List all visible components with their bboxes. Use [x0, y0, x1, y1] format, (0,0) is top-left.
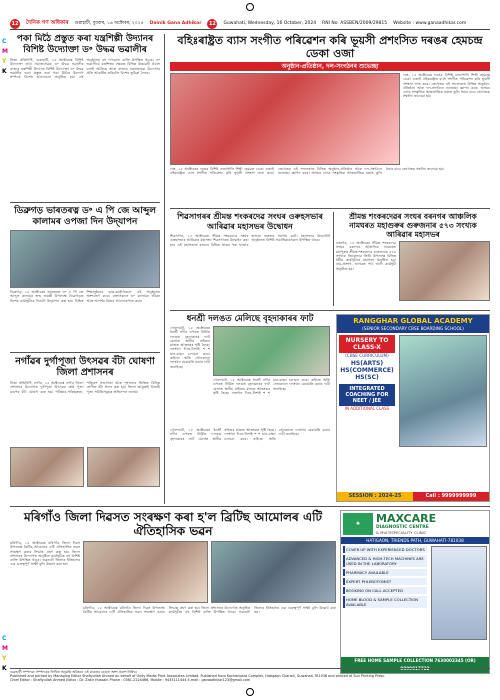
maxcare-logo: ✚: [343, 513, 373, 535]
article-1-body: নিজা প্ৰতিনিধি, গুৱাহাটী, ১৫ অক্টোবৰঃ বিশিষ্ট উদ্যোক্তা তথা সমাজসেৱক ড॰ উদ্ধৱ ভৱালীৰ ৰাজ্যৰ যন্ত্ৰশিল্পী উদ্যানৰ বিশিষ্ট উদ্যোক্তা ড॰ উদ্ধৱ ভৱালীৰ দ্বাৰা প্ৰস্তুত কৰা পকা মিঠৈৰ উদ্যোগ সম্পৰ্কে বিশেষ আলোচনা অনুষ্ঠিত হয়। এই অনুষ্ঠানত বহু গণ্যমান্য ব্যক্তি উপস্থিত থাকে। ড॰ ভৱালীয়ে যন্ত্ৰশিল্পৰ ক্ষেত্ৰত বিভিন্ন উদ্ভাৱনী প্ৰয়াস চলাই আহিছে আৰু ৰাজ্যৰ নৱপ্ৰজন্মক উদ্যোগৰ প্ৰতি আকৰ্ষিত কৰিবলৈ বিশেষ ভূমিকা লৈছে।: [10, 58, 160, 80]
column-divider: [333, 212, 334, 306]
feature-item: PHARMACY AVAILABLE: [343, 569, 427, 576]
article-8-body-left: মৰিগাঁও, ১৫ অক্টোবৰঃ মৰিগাঁও জিলা দিৱস উপলক্ষে ব্ৰিটিছ আমোলৰ এটি ঐতিহাসিক ভৱন সংৰক্ষণ কৰাৰ সিদ্ধান্ত গ্ৰহণ কৰা হয়। জিলা প্ৰশাসনৰ উদ্যোগত অনুষ্ঠিত কাৰ্যসূচীত বহু বিশিষ্ট ব্যক্তি উপস্থিত থাকে। ভৱনটো জিলাৰ ইতিহাসৰ এক গুৰুত্বপূৰ্ণ সাক্ষী বুলি উল্লেখ কৰা হয়।: [10, 541, 80, 567]
rni-number: RNI No. ASSBEN/2009/29815: [322, 21, 388, 26]
school-additional: IN ADDITIONAL CLASS: [344, 406, 390, 411]
school-curriculum: (CBSE CURRICULUM): [345, 353, 389, 358]
article-2-photo: [10, 230, 160, 288]
article-5-headline[interactable]: শিৱসাগৰৰ শ্ৰীমন্ত শংকৰদেৱ সংঘৰ ওৰুহসভাৰ আৰিৱাৰ মহাসভৰ উদ্বোধন: [177, 212, 323, 231]
diagnostic-advertisement[interactable]: [340, 510, 490, 674]
article-4-headline[interactable]: বহিঃৰাষ্ট্ৰত ব্যাস সংগীত পৰিৱেশন কৰি ভূয়সী প্ৰশংসিত দৰঙৰ হেমচন্দ্ৰ ডেকা ওজা: [177, 34, 483, 60]
diagnostic-address: HATIGAON, TRIENDS PATH, GUWAHATI-781038: [341, 537, 489, 544]
feature-item: HOME BLOOD & SAMPLE COLLECTION AVAILABLE: [343, 596, 427, 608]
article-3-photo-2: [87, 447, 160, 487]
cmyk-c: C: [2, 38, 7, 45]
paper-name-assamese: দৈনিক গণ অধিকাৰ: [26, 19, 69, 26]
newspaper-page: [10, 18, 490, 680]
column-divider: [164, 34, 165, 504]
website: Website : www.ganaadhikar.com: [393, 21, 467, 26]
divider: [10, 352, 160, 353]
school-session: SESSION : 2024-25: [337, 492, 413, 501]
article-6-headline[interactable]: শ্ৰীমন্ত শংকৰদেৱৰ সংঘৰ বৰনগৰ আঞ্চলিক নামঘৰত মহাগুৰুৰ গুৰুজনাৰ ৫৭৩ সংখ্যক আৰিৱাৰ মহাসভৰ: [349, 212, 477, 239]
divider: [10, 202, 160, 203]
article-7-body-cont: গোলাঘাট, ১৫ অক্টোবৰঃ ধনশ্ৰী নদীৰ ওপৰত নিৰ্মিত দলঙত বৃহদাকাৰৰ ফাট মেলাত স্থানীয় ৰাইজৰ মাজত আতংকৰ সৃষ্টি হৈছে। দলংখন দিনে-নিশাই শ শ যান-বাহন চলাচল কৰে। ৰাইজে অতি সোনকালে দলংখন মেৰামতি কৰাৰ দাবী জনাইছে।: [170, 428, 330, 441]
school-photo: [399, 335, 487, 447]
cmyk-k-bottom: K: [2, 665, 7, 672]
article-2: [10, 206, 160, 350]
school-contact: Call : 9999999999: [413, 492, 489, 501]
article-5: [170, 212, 330, 306]
school-advertisement[interactable]: [336, 314, 490, 502]
diagnostic-name: MAXCARE: [376, 512, 437, 525]
registration-mark-bottom: [246, 688, 254, 696]
divider: [170, 310, 490, 311]
footer-line-3: Chief Editor : Shafiyullah Ahmed Editor : Dr. Zakir Hussain Phone : 0361-2224466, Mobile : 9435111444 E-mail : ganaadhikar123@gmail.com: [10, 678, 251, 682]
paper-name-english: Dainik Gana Adhikar: [149, 21, 202, 26]
article-6-body: বৰনগৰ, ১৫ অক্টোবৰঃ শ্ৰীমন্ত শংকৰদেৱ সংঘৰ বৰনগৰ আঞ্চলিক নামঘৰত মহাপুৰুষ শ্ৰীমন্ত শংকৰদেৱ গুৰুজনাৰ ৫৭৩ সংখ্যক তিৰোভাৱ তিথি উপলক্ষে বিভিন্ন ধৰ্মীয় কাৰ্যসূচীৰে মহাসভা অনুষ্ঠিত হয়। নাম-প্ৰসংগ, ভাগৱত পাঠ আদি কাৰ্যসূচী অনুষ্ঠিত হয়।: [336, 241, 396, 271]
school-classes: NURSERY TO CLASS-X: [339, 335, 395, 353]
article-5-body: শিৱসাগৰ, ১৫ অক্টোবৰঃ শ্ৰীমন্ত শংকৰদেৱ সংঘৰ ওৰুহসভাৰ আৰিৱাৰ মহাসভা শিৱসাগৰত উদ্বোধন কৰা হয়। এই মহাসভাত ৰাজ্যৰ বিভিন্ন প্ৰান্তৰ পৰা হাজাৰ হাজাৰ ভকতৰ সমাগম ঘটে। মহাসভাৰ উদ্বোধনী অনুষ্ঠানত বিশিষ্ট সত্ৰাধিকাৰসকল উপস্থিত থাকে।: [170, 234, 330, 247]
feature-item: EXPERT PHLEBOTOMIST: [343, 578, 427, 585]
doctor-photo: [431, 546, 487, 640]
date-assamese: গুৱাহাটী, বুধবাৰ, ১৬ অক্টোবৰ, ২০২৪: [74, 21, 144, 26]
article-7-headline[interactable]: ধনশ্ৰী দলঙত মেলিছে বৃহদাকাৰৰ ফাট: [186, 314, 314, 324]
date-english: Guwahati, Wednesday, 16 October, 2024: [223, 21, 317, 26]
article-3-photo-1: [10, 447, 84, 487]
diagnostic-subtitle: DIAGNOSTIC CENTRE: [376, 525, 429, 530]
feature-item: COVER UP WITH EXPERIENCED DOCTORS: [343, 546, 427, 553]
cmyk-y-bottom: Y: [2, 655, 7, 662]
article-8-headline[interactable]: মৰিগাঁও জিলা দিৱসত সংৰক্ষণ কৰা হ'ল ব্ৰিটিছ আমোলৰ এটি ঐতিহাসিক ভৱন: [23, 510, 323, 538]
article-8-body: মৰিগাঁও, ১৫ অক্টোবৰঃ মৰিগাঁও জিলা দিৱস উপলক্ষে ব্ৰিটিছ আমোলৰ এটি ঐতিহাসিক ভৱন সংৰক্ষণ কৰাৰ সিদ্ধান্ত গ্ৰহণ কৰা হয়। জিলা প্ৰশাসনৰ উদ্যোগত অনুষ্ঠিত কাৰ্যসূচীত বহু বিশিষ্ট ব্যক্তি উপস্থিত থাকে। ভৱনটো জিলাৰ ইতিহাসৰ এক গুৰুত্বপূৰ্ণ সাক্ষী বুলি উল্লেখ কৰা হয়।: [83, 606, 336, 615]
page-badge: 12: [208, 20, 216, 27]
page-header: [10, 18, 490, 30]
school-name: RANGGHAR GLOBAL ACADEMY: [337, 315, 489, 326]
diagnostic-subtitle-2: & MULTISPECIALITY CLINIC: [376, 530, 427, 535]
footer-line-2: Published and printed by Managing Editor Shafiyullah Ahmed on behalf of Unity Media Print Associates Limited. Published from Kacharipara Complex, Hatigaon Chariali, Guwahati-781038 and printed at Sun Printing Press.: [10, 674, 386, 678]
article-1-headline[interactable]: পকা মিঠৈ প্ৰস্তুত কৰা যন্ত্ৰশিল্পী উদ্যানৰ বিশিষ্ট উদ্যোক্তা ড॰ উদ্ধৱ ভৱালীৰ: [16, 34, 154, 55]
article-3-body: নিজা প্ৰতিনিধি, নগাঁও, ১৫ অক্টোবৰঃ নগাঁও জিলা প্ৰশাসনৰ উদ্যোগত দুৰ্গাপূজা উৎসৱৰ শ্ৰেষ্ঠ পূজা মণ্ডপৰ বঁটা ঘোষণা কৰা হয়। পৰিষ্কাৰ-পৰিচ্ছন্নতা, পৰিবেশ সজাগতা আৰু শৃংখলাৰ ভিত্তিত বিভিন্ন শ্ৰেণীত বঁটা প্ৰদান কৰা হয়। জিলা আয়ুক্তই বিজয়ী পূজা সমিতিসমূহক অভিনন্দন জনায়।: [10, 381, 160, 394]
school-hs-streams: HS(ARTS) HS(COMMERCE): [340, 360, 394, 374]
article-7-body-side: গোলাঘাট, ১৫ অক্টোবৰঃ ধনশ্ৰী নদীৰ ওপৰত নিৰ্মিত দলঙত বৃহদাকাৰৰ ফাট মেলাত স্থানীয় ৰাইজৰ মাজত আতংকৰ সৃষ্টি হৈছে। দলংখন দিনে-নিশাই শ শ যান-বাহন চলাচল কৰে। ৰাইজে অতি সোনকালে দলংখন মেৰামতি কৰাৰ দাবী জনাইছে।: [170, 326, 210, 369]
school-coaching: INTEGRATED COACHING FOR NEET / JEE: [339, 384, 395, 406]
school-tagline: (SENIOR SECONDARY CBSE BOARDING SCHOOL): [337, 326, 489, 333]
article-4: [170, 34, 490, 211]
article-8: [10, 510, 336, 673]
article-7-photo: [213, 326, 330, 376]
article-4-strip: অনুষ্ঠান-প্ৰতিষ্ঠান, দল-সংগঠনৰ শুভেচ্ছা: [170, 62, 490, 71]
page-number: 12: [11, 20, 19, 27]
feature-item: BOOKING ON CALL ACCEPTED: [343, 587, 427, 594]
cmyk-k: K: [2, 68, 7, 75]
article-4-photo: [170, 73, 400, 165]
article-8-photo-2: [211, 541, 336, 603]
article-2-headline[interactable]: ডিব্ৰুগড় ভাৰতৰত্ন ড॰ এ পি জে আব্দুল কালামৰ ওপজা দিন উদ্‌যাপন: [14, 206, 156, 227]
article-6-photo: [399, 241, 490, 301]
footer-line-1: গুৱাহাটী সম্পাদক: সম্পাদকৰ লিখিত অনুমতি অবিহনে এই কাকতৰ কোনো অংশ প্ৰকাশ নিষিদ্ধ।: [10, 668, 490, 674]
article-1: [10, 34, 160, 184]
diagnostic-booking[interactable]: FREE HOME SAMPLE COLLECTION 7630002345 (OR) 9999917722: [341, 657, 489, 673]
article-4-body: দৰং, ১৫ অক্টোবৰঃ দৰঙৰ বিশিষ্ট ওজাপালি শিল্পী হেমচন্দ্ৰ ডেকা ওজাই বহিঃৰাষ্ট্ৰত ব্যাস সংগীত পৰিৱেশন কৰি ভূয়সী প্ৰশংসা লাভ কৰে। তেখেতৰ এই সফলতাত বিভিন্ন অনুষ্ঠান-প্ৰতিষ্ঠান আৰু দল-সংগঠনে শুভেচ্ছা জ্ঞাপন কৰে। অসমৰ লোক সংস্কৃতিক আন্তৰ্জাতিক মঞ্চত তুলি ধৰাৰ বাবে তেখেতক সম্বৰ্ধনা জনোৱা হয়।: [170, 167, 445, 176]
cmyk-m-bottom: M: [2, 645, 8, 652]
school-hs-sc: HS(SC): [355, 374, 379, 381]
divider: [10, 506, 490, 507]
divider: [170, 208, 490, 209]
registration-mark-top: [246, 3, 254, 11]
article-3: [10, 356, 160, 487]
article-2-body: ডিব্ৰুগড়, ১৫ অক্টোবৰঃ ভাৰতৰত্ন ড॰ এ পি জে আব্দুল কালামৰ জন্ম জয়ন্তী উপলক্ষে ডিব্ৰুগড়ত বিশেষ কাৰ্যসূচীৰে দিনটো উদ্‌যাপন কৰা হয়। বিভিন্ন শিক্ষানুষ্ঠানৰ ছাত্ৰ-ছাত্ৰীসকলে এই অনুষ্ঠানত অংশগ্ৰহণ কৰে। বক্তাসকলে ড॰ কালামৰ জীৱন আৰু আদৰ্শৰ বিষয়ে আলোকপাত কৰে।: [10, 290, 160, 303]
article-3-headline[interactable]: নগাঁৱৰ দুৰ্গাপূজা উৎসৱৰ বঁটা ঘোষণা জিলা প্ৰশাসনৰ: [15, 356, 155, 378]
article-6: [336, 212, 490, 301]
article-7: [170, 314, 330, 508]
page-footer: [10, 668, 490, 682]
cmyk-c-bottom: C: [2, 635, 7, 642]
article-4-body-side: দৰং, ১৫ অক্টোবৰঃ দৰঙৰ বিশিষ্ট ওজাপালি শিল্পী হেমচন্দ্ৰ ডেকা ওজাই বহিঃৰাষ্ট্ৰত ব্যাস সংগীত পৰিৱেশন কৰি ভূয়সী প্ৰশংসা লাভ কৰে। তেখেতৰ এই সফলতাত বিভিন্ন অনুষ্ঠান-প্ৰতিষ্ঠান আৰু দল-সংগঠনে শুভেচ্ছা জ্ঞাপন কৰে। অসমৰ লোক সংস্কৃতিক আন্তৰ্জাতিক মঞ্চত তুলি ধৰাৰ বাবে তেখেতক সম্বৰ্ধনা জনোৱা হয়।: [403, 73, 490, 99]
article-7-body: গোলাঘাট, ১৫ অক্টোবৰঃ ধনশ্ৰী নদীৰ ওপৰত নিৰ্মিত দলঙত বৃহদাকাৰৰ ফাট মেলাত স্থানীয় ৰাইজৰ মাজত আতংকৰ সৃষ্টি হৈছে। দলংখন দিনে-নিশাই শ শ যান-বাহন চলাচল কৰে। ৰাইজে অতি সোনকালে দলংখন মেৰামতি কৰাৰ দাবী জনাইছে।: [213, 378, 330, 395]
cmyk-y: Y: [2, 58, 7, 65]
article-8-photo-1: [83, 541, 208, 603]
cmyk-m: M: [2, 48, 8, 55]
feature-item: ADVANCED & HIGH-TECH MACHINES ARE USED IN THE LABORATORY: [343, 555, 427, 567]
